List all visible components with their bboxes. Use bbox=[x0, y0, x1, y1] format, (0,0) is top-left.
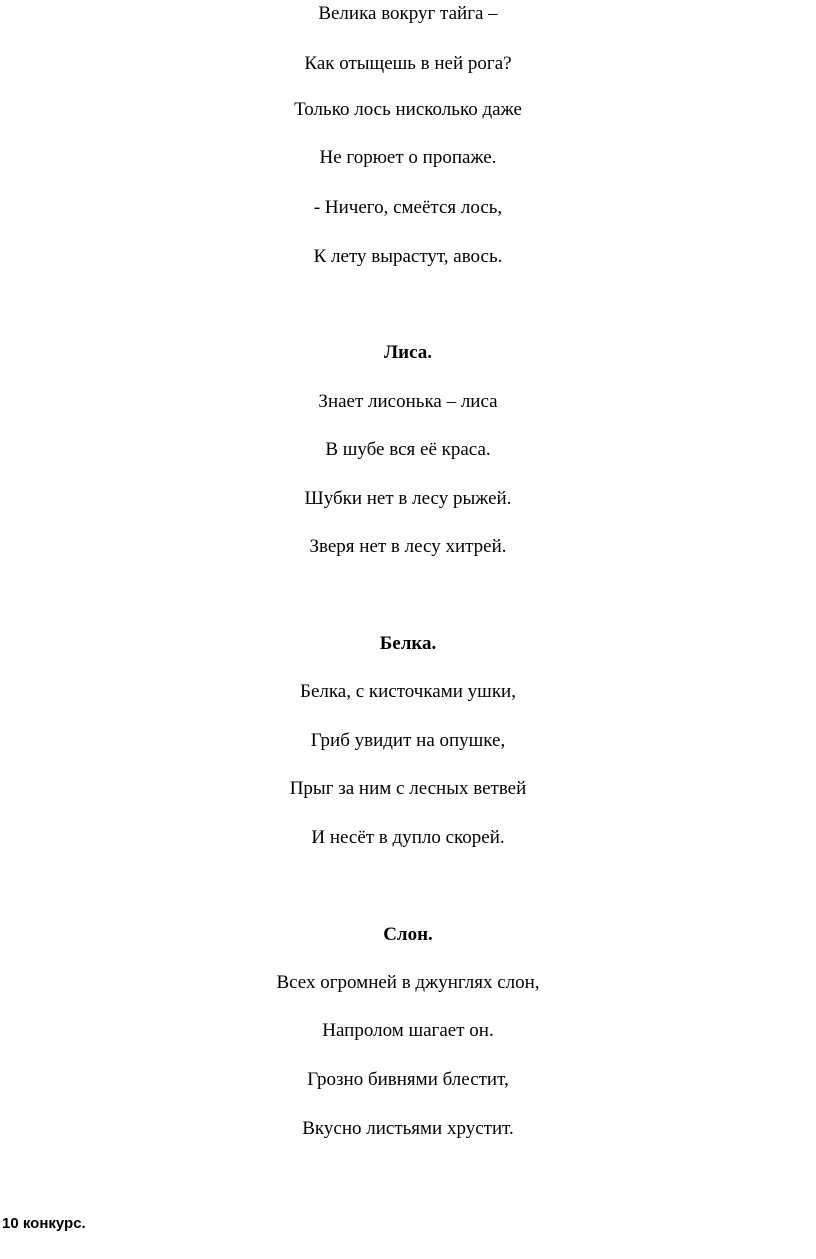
contest-label: 10 конкурс. bbox=[2, 1215, 86, 1232]
poem-line: Зверя нет в лесу хитрей. bbox=[309, 536, 507, 557]
poem-line: Как отыщешь в ней рога? bbox=[304, 53, 512, 74]
poem-line: Напролом шагает он. bbox=[322, 1020, 494, 1041]
poem-line: Шубки нет в лесу рыжей. bbox=[304, 488, 512, 509]
poem-line: Всех огромней в джунглях слон, bbox=[276, 972, 540, 993]
stanza-title: Белка. bbox=[379, 633, 437, 654]
poem-line: Только лось нисколько даже bbox=[294, 99, 522, 120]
poem-line: И несёт в дупло скорей. bbox=[311, 827, 505, 848]
poem-line: - Ничего, смеётся лось, bbox=[313, 197, 503, 218]
poem-line: К лету вырастут, авось. bbox=[313, 246, 503, 267]
poem-line: Велика вокруг тайга – bbox=[318, 3, 498, 24]
poem-line: Прыг за ним с лесных ветвей bbox=[289, 778, 527, 799]
poem-line: Не горюет о пропаже. bbox=[319, 147, 497, 168]
poem-line: Гриб увидит на опушке, bbox=[310, 730, 506, 751]
poem-line: Грозно бивнями блестит, bbox=[307, 1069, 509, 1090]
poem-line: В шубе вся её краса. bbox=[325, 439, 491, 460]
stanza-title: Лиса. bbox=[383, 342, 433, 363]
poem-line: Белка, с кисточками ушки, bbox=[300, 681, 516, 702]
poem-line: Вкусно листьями хрустит. bbox=[302, 1118, 514, 1139]
poem-line: Знает лисонька – лиса bbox=[318, 391, 498, 412]
stanza-title: Слон. bbox=[383, 924, 433, 945]
